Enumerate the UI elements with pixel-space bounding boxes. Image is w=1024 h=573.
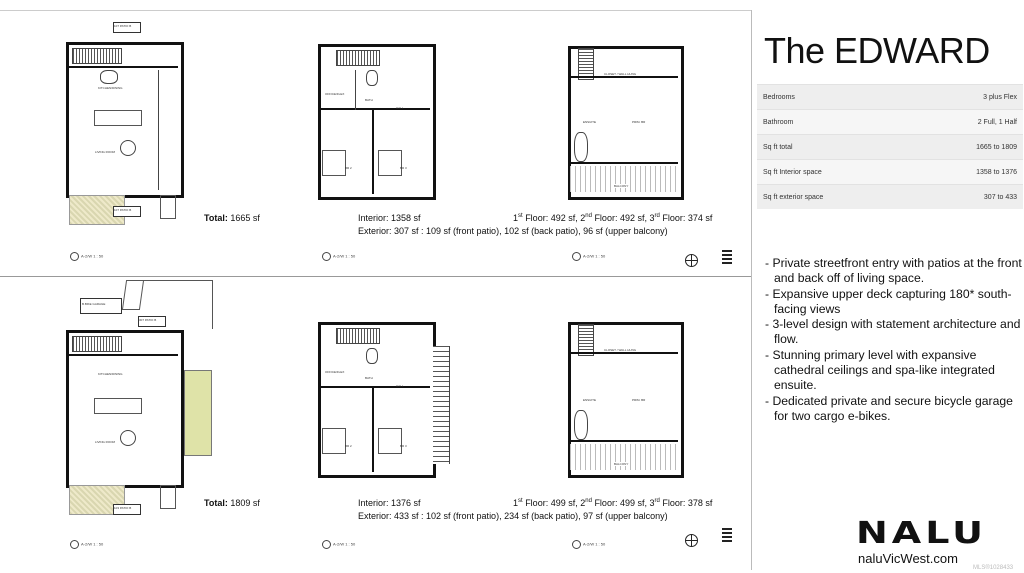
scale-2: A-2/W 1 : 50 <box>322 540 355 549</box>
bedroom-2-label: BR 2 <box>345 444 352 448</box>
bath-label: BATH <box>365 376 373 380</box>
balcony-label: BALCONY <box>614 462 629 466</box>
interior-area-top: Interior: 1358 sf <box>358 213 421 223</box>
balcony <box>570 166 676 192</box>
back-patio-label: 307 PATIO B <box>139 318 157 322</box>
back-patio-label: 107 PATIO B <box>114 24 132 28</box>
total-area-bottom: Total: 1809 sf <box>204 498 260 508</box>
floor-breakdown-top: 1st Floor: 492 sf, 2nd Floor: 492 sf, 3rd Floor: 374 sf <box>513 213 713 223</box>
table-row: Sq ft exterior space 307 to 433 <box>757 185 1023 210</box>
stairs <box>336 50 380 66</box>
scale-2: A-2/W 1 : 50 <box>322 252 355 261</box>
ensuite-label: ENSUITE <box>583 120 597 124</box>
garage-box <box>80 298 122 314</box>
stairs <box>72 48 122 64</box>
bed-icon <box>322 428 346 454</box>
bedroom-2-label: BR 2 <box>345 166 352 170</box>
table-row: Sq ft total 1665 to 1809 <box>757 135 1023 160</box>
floor-breakdown-bottom: 1st Floor: 499 sf, 2nd Floor: 499 sf, 3rd Floor: 378 sf <box>513 498 713 508</box>
list-item: - Stunning primary level with expansive cathedral ceilings and spa-like integrated ensuite. <box>765 347 995 393</box>
flex-label: OFFICE/FLEX <box>325 92 345 96</box>
balcony <box>570 444 676 470</box>
back-stairs <box>433 346 450 464</box>
primary-label: PRIM. BR <box>632 398 646 402</box>
scale-1: A-2/W 1 : 50 <box>70 540 103 549</box>
toilet-icon <box>366 348 378 364</box>
table-row: Bedrooms 3 plus Flex <box>757 85 1023 110</box>
table-row: Sq ft Interior space 1358 to 1376 <box>757 160 1023 185</box>
list-item: - 3-level design with statement architecture and flow. <box>765 317 1021 347</box>
north-arrow-icon <box>685 534 698 547</box>
entry-steps <box>160 195 176 219</box>
exterior-area-top: Exterior: 307 sf : 109 sf (front patio), 102 sf (back patio), 96 sf (upper balcony) <box>358 226 668 236</box>
closet-label: CLOSET / WALL HUNG <box>604 348 637 352</box>
website-link[interactable]: naluVicWest.com <box>858 551 958 566</box>
living-label: LIVING ROOM <box>95 440 116 444</box>
front-patio-label: 107 PATIO B <box>114 208 132 212</box>
balcony-label: BALCONY <box>614 184 629 188</box>
toilet-icon <box>366 70 378 86</box>
bike-garage-doors <box>184 370 212 456</box>
flex-label: OFFICE/FLEX <box>325 370 345 374</box>
stairs <box>336 328 380 344</box>
scale-3: A-2/W 1 : 50 <box>572 252 605 261</box>
bathtub-icon <box>574 132 588 162</box>
entry-steps <box>160 485 176 509</box>
bed-icon <box>378 150 402 176</box>
table-icon <box>120 430 136 446</box>
interior-area-bottom: Interior: 1376 sf <box>358 498 421 508</box>
stairs <box>72 336 122 352</box>
kitchen-label: KITCHEN/DINING <box>98 372 123 376</box>
scale-bar-icon <box>722 250 732 266</box>
hall-label: HALL <box>396 384 404 388</box>
specs-table <box>757 84 1023 209</box>
living-label: LIVING ROOM <box>95 150 116 154</box>
list-item: - Private streetfront entry with patios at the front and back off of living space. <box>765 256 1022 286</box>
front-patio-label: 103 PATIO B <box>114 506 132 510</box>
scale-3: A-2/W 1 : 50 <box>572 540 605 549</box>
kitchen-label: KITCHEN/DINING <box>98 86 123 90</box>
plan-divider <box>0 276 751 277</box>
north-arrow-icon <box>685 254 698 267</box>
exterior-area-bottom: Exterior: 433 sf : 102 sf (front patio), 234 sf (back patio), 97 sf (upper balcony) <box>358 511 668 521</box>
feature-list <box>765 256 1023 424</box>
scale-1: A-2/W 1 : 50 <box>70 252 103 261</box>
bedroom-3-label: BR 3 <box>400 444 407 448</box>
table-row: Bathroom 2 Full, 1 Half <box>757 110 1023 135</box>
ensuite-label: ENSUITE <box>583 398 597 402</box>
page-title: The EDWARD <box>764 30 990 71</box>
bathtub-icon <box>574 410 588 440</box>
brand-logo: NALU <box>856 515 987 551</box>
hall-label: HALL <box>396 106 404 110</box>
total-area-top: Total: 1665 sf <box>204 213 260 223</box>
sink-icon <box>100 70 118 84</box>
kitchen-island <box>94 398 142 414</box>
closet-label: CLOSET / WALL HUNG <box>604 72 637 76</box>
garage-label: B.BIKE GARAGE <box>82 302 106 306</box>
bath-label: BATH <box>365 98 373 102</box>
bed-icon <box>322 150 346 176</box>
table-icon <box>120 140 136 156</box>
scale-bar-icon <box>722 528 732 544</box>
top-border <box>0 10 751 11</box>
mls-watermark: MLS®1028433 <box>973 565 1014 571</box>
bedroom-3-label: BR 3 <box>400 166 407 170</box>
primary-label: PRIM. BR <box>632 120 646 124</box>
list-item: - Dedicated private and secure bicycle garage for two cargo e-bikes. <box>765 393 1013 423</box>
panel-divider <box>751 10 752 570</box>
kitchen-island <box>94 110 142 126</box>
list-item: - Expansive upper deck capturing 180* south-facing views <box>765 286 1012 316</box>
bed-icon <box>378 428 402 454</box>
